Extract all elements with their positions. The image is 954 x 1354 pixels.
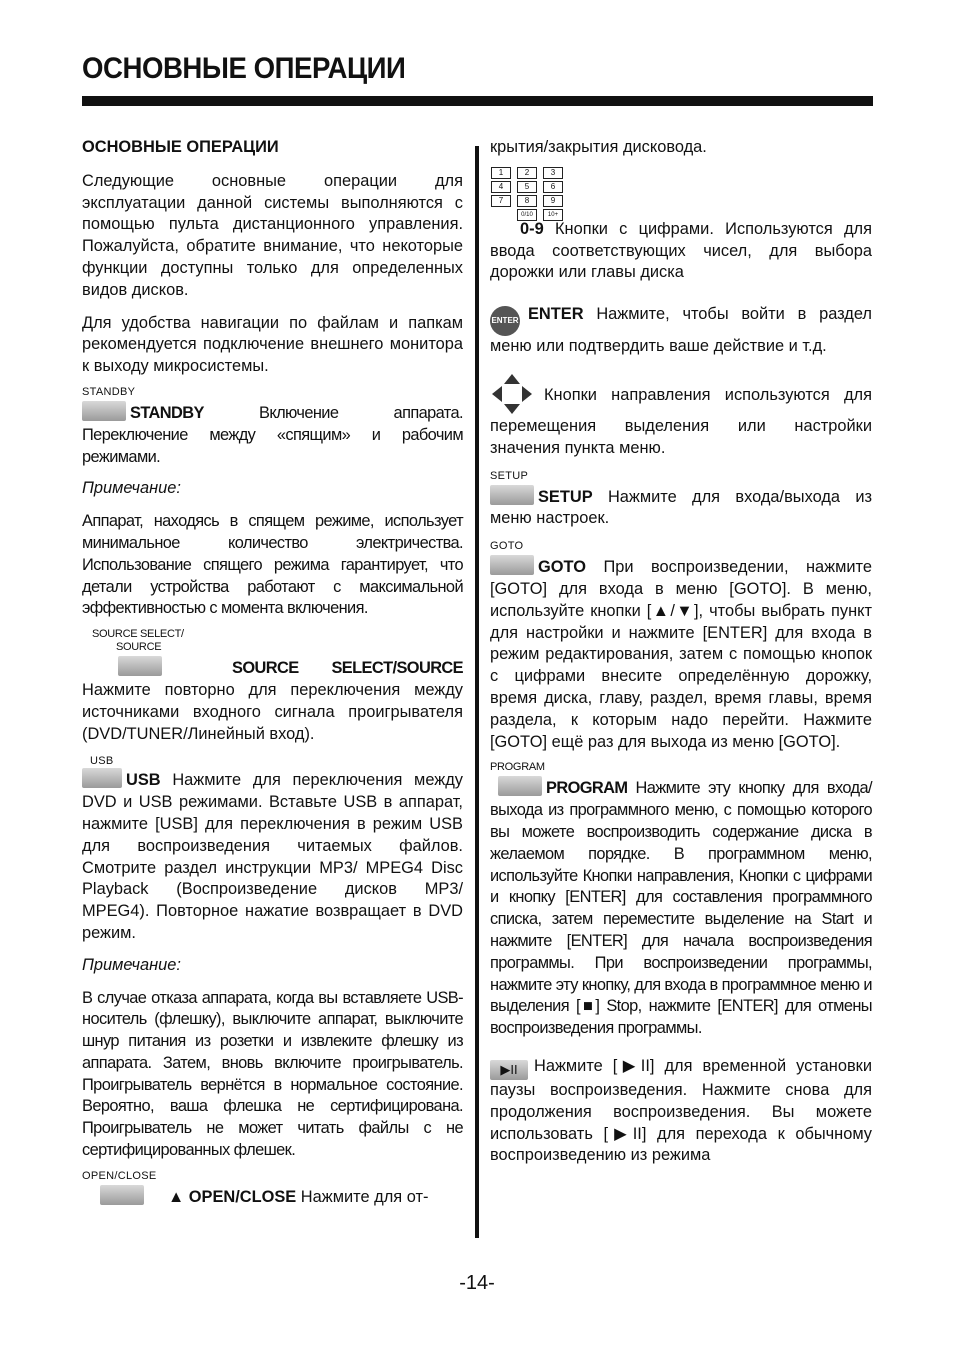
program-text: Нажмите эту кнопку для входа/выхода из программного меню, с помощью которого вы можете воспроизводить содержание диска в желаемом порядке. В программном меню, используйте Кнопки направления, Кнопки с цифрами и кнопку [ENTER] для составления программного списка, затем переместите выделение на Start и нажмите [ENTER] для начала воспроизведения программы. При воспроизведении программы, нажмите эту кнопку, для входа в программное меню и выделения [■] Stop, нажмите [ENTER] для отмены воспроизведения программы. xyxy=(490,779,872,1038)
standby-text: Включение аппарата. Переключение между «спящим» и рабочим режимами. xyxy=(82,403,463,466)
usb-label: USB xyxy=(90,755,114,768)
section-heading: ОСНОВНЫЕ ОПЕРАЦИИ xyxy=(82,138,279,156)
standby-desc xyxy=(82,401,463,468)
note-text: Аппарат, находясь в спящем режиме, использует минимальное количество электричества. Использование спящего режима гарантирует, что детали устройства работают с максимальной эффективностью с момента включения. xyxy=(82,512,463,618)
right-column xyxy=(490,134,872,1167)
note-title: Примечание: xyxy=(82,479,181,498)
open-close-desc xyxy=(82,1185,463,1209)
arrows-text: Кнопки направления используются для перемещения выделения или настройки значения пункта меню. xyxy=(490,385,872,457)
program-label: PROGRAM xyxy=(490,761,545,774)
key-9: 9 xyxy=(543,195,563,207)
usb-name: USB xyxy=(126,771,161,790)
goto-label: GOTO xyxy=(490,540,524,553)
digits-name: 0-9 xyxy=(520,219,544,238)
play-pause-text: Нажмите [▶II] для временной установки паузы воспроизведения. Нажмите снова для продолжения воспроизведения. Вы можете использовать [▶II] для перехода к обычному воспроизведению из режима xyxy=(490,1056,872,1165)
source-label xyxy=(92,628,463,654)
key-8: 8 xyxy=(517,195,537,207)
note-text-2: В случае отказа аппарата, когда вы вставляете USB-носитель (флешку), выключите аппарат, выключите шнур питания из розетки и извлеките флешку из аппарата. Затем, вновь включите проигрыватель. Проигрыватель вернётся в нормальное состояние. Вероятно, ваша флешка не сертифицирована. Проигрыватель не может читать файлы с не сертифицированных флешек. xyxy=(82,988,463,1160)
play-pause-desc xyxy=(490,1056,872,1167)
arrows-desc xyxy=(490,372,872,460)
left-column xyxy=(82,134,463,1209)
digits-text: Кнопки с цифрами. Используются для ввода соответствующих чисел, для выбора дорожки или главы диска xyxy=(490,219,872,282)
open-close-continued: крытия/закрытия дисковода. xyxy=(490,138,707,156)
note-title-2: Примечание: xyxy=(82,955,181,974)
header-rule xyxy=(82,96,873,106)
source-label-line-1: SOURCE SELECT/ xyxy=(92,628,184,641)
enter-text: Нажмите, чтобы войти в раздел меню или подтвердить ваше действие и т.д. xyxy=(490,305,872,356)
key-6: 6 xyxy=(543,181,563,193)
program-name: PROGRAM xyxy=(546,779,628,798)
source-text: Нажмите повторно для переключения между источниками входного сигнала проигрывателя (DVD/TUNER/Линейный вход). xyxy=(82,680,463,743)
source-label-line-2: SOURCE xyxy=(116,641,162,654)
play-pause-icon: ▶II xyxy=(490,1060,528,1080)
usb-text: Нажмите для переключения между DVD и USB режимами. Вставьте USB в аппарат, нажмите [USB] для переключения в режим USB для воспроизведения читаемых файлов. Смотрите раздел инструкции MP3/ MPEG4 Disc Playback (Воспроизведение дисков MP3/ MPEG4). Повторное нажатие возвращает в DVD режим. xyxy=(82,771,463,942)
open-close-text: Нажмите для от- xyxy=(296,1187,429,1206)
usb-button-icon xyxy=(82,768,122,788)
standby-button-icon xyxy=(82,401,126,421)
enter-button-icon: ENTER xyxy=(490,306,520,336)
key-0-10: 0/10 xyxy=(517,209,537,221)
page-number: -14- xyxy=(459,1272,495,1294)
page-title: ОСНОВНЫЕ ОПЕРАЦИИ xyxy=(82,52,406,85)
key-5: 5 xyxy=(517,181,537,193)
open-close-label: OPEN/CLOSE xyxy=(82,1169,157,1182)
digits-desc xyxy=(490,219,872,284)
setup-desc xyxy=(490,485,872,531)
setup-text: Нажмите для входа/выхода из меню настроек. xyxy=(490,487,872,528)
open-close-button-icon xyxy=(100,1185,144,1205)
enter-desc xyxy=(490,304,872,358)
setup-name: SETUP xyxy=(538,487,593,506)
key-1: 1 xyxy=(491,167,511,179)
goto-desc xyxy=(490,555,872,753)
enter-name: ENTER xyxy=(528,305,584,324)
source-button-icon xyxy=(118,656,162,676)
key-2: 2 xyxy=(517,167,537,179)
key-7: 7 xyxy=(491,195,511,207)
program-desc xyxy=(490,776,872,1040)
source-name: SOURCE SELECT/SOURCE xyxy=(232,659,463,678)
column-divider xyxy=(475,146,479,1238)
setup-label: SETUP xyxy=(490,469,529,482)
key-4: 4 xyxy=(491,181,511,193)
goto-button-icon xyxy=(490,555,534,575)
key-10-plus: 10+ xyxy=(543,209,563,221)
usb-desc xyxy=(82,768,463,944)
standby-name: STANDBY xyxy=(130,403,204,422)
open-close-name: ▲ OPEN/CLOSE xyxy=(168,1187,297,1206)
goto-name: GOTO xyxy=(538,558,586,577)
standby-label: STANDBY xyxy=(82,385,136,398)
setup-button-icon xyxy=(490,485,534,505)
program-button-icon xyxy=(498,776,542,796)
intro-paragraph-2: Для удобства навигации по файлам и папкам рекомендуется подключение внешнего монитора к выходу микросистемы. xyxy=(82,313,463,376)
direction-arrows-icon xyxy=(490,372,534,416)
goto-text: При воспроизведении, нажмите [GOTO] для входа в меню [GOTO]. В меню, используйте кнопки [▲/▼], чтобы выбрать пункт для настройки и нажмите [ENTER] для входа в режим редактирования, затем с помощью кнопок с цифрами внесите определённую дорожку, время диска, главу, раздел, время главы, время раздела, к которым надо перейти. Нажмите [GOTO] ещё раз для выхода из меню [GOTO]. xyxy=(490,558,872,751)
number-keypad-icon xyxy=(491,167,872,221)
source-desc xyxy=(82,656,463,745)
key-3: 3 xyxy=(543,167,563,179)
intro-paragraph: Следующие основные операции для эксплуатации данной системы выполняются с помощью пульта дистанционного управления. Пожалуйста, обратите внимание, что некоторые функции доступны только для определенных видов дисков. xyxy=(82,171,463,299)
